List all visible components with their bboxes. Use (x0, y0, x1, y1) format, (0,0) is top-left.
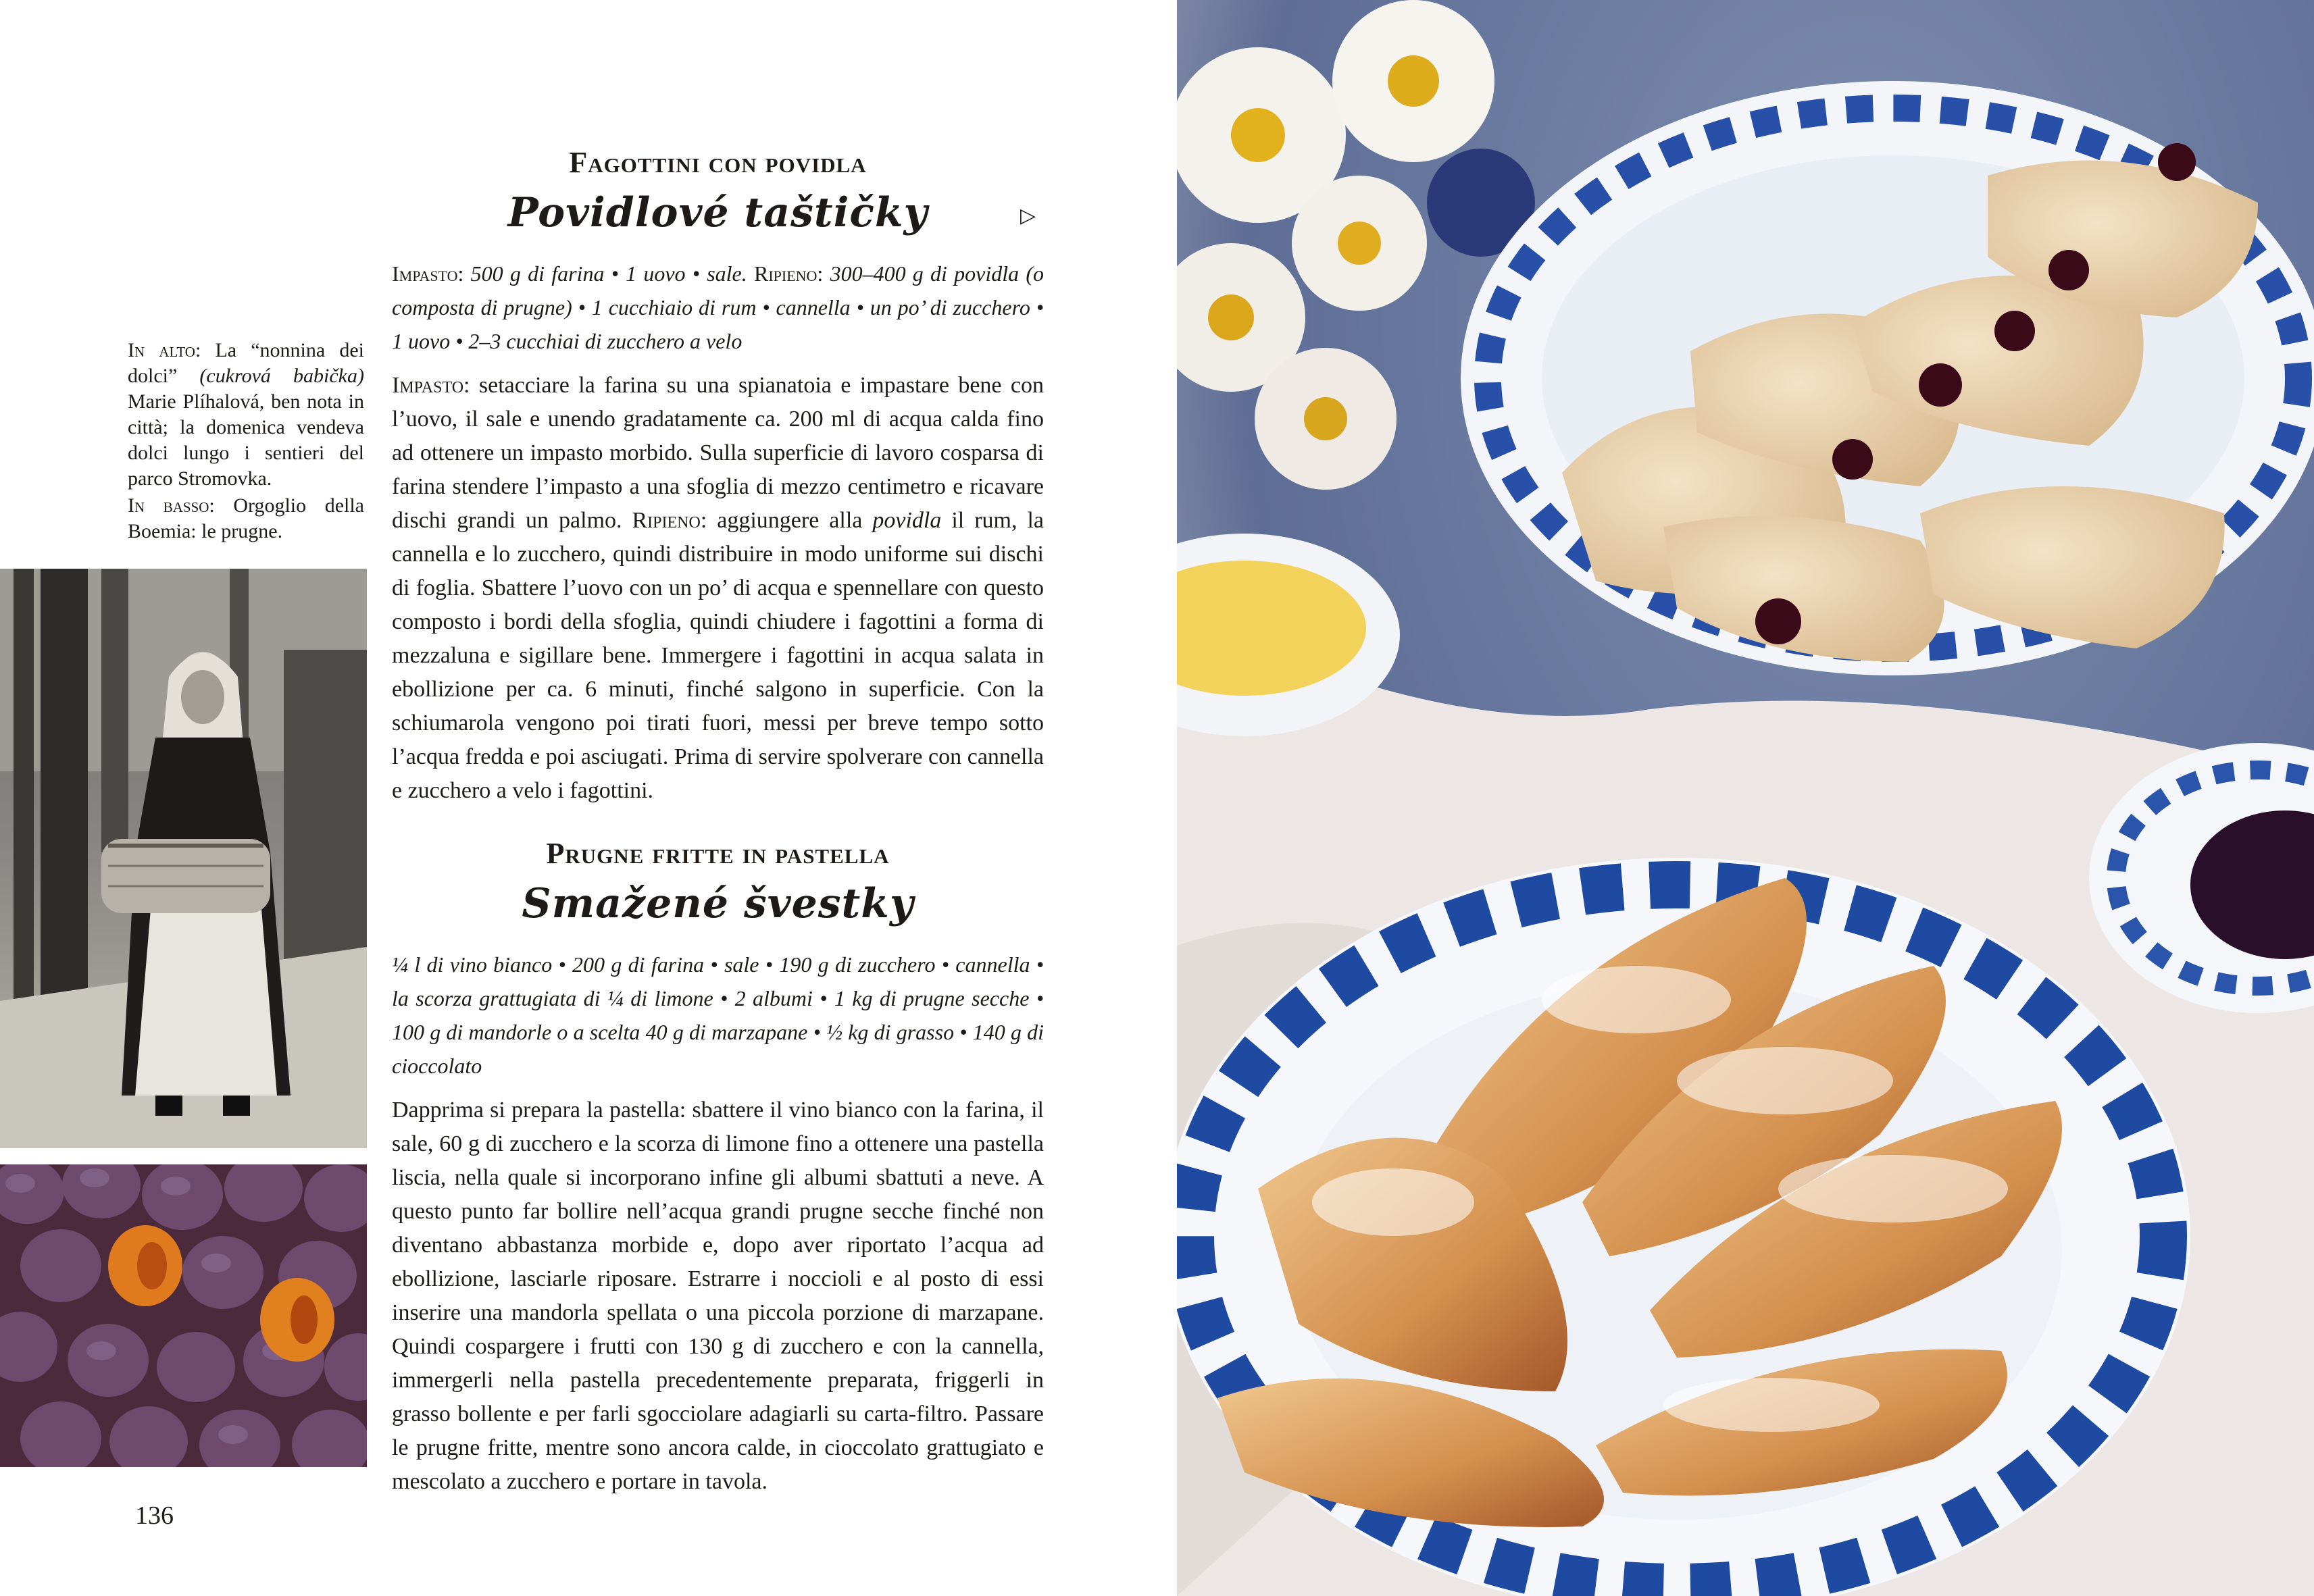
caption-bottom-text: Orgoglio della Boemia: le prugne. (128, 494, 365, 542)
food-photo (1177, 0, 2314, 1596)
instructions-label-ripieno: Ripieno: (632, 508, 707, 533)
grandmother-photo (0, 569, 367, 1148)
instructions-ripieno-b: il rum, la cannella e lo zucchero, quindi distribuire in modo uniforme sui dischi di foglia. Sbattere l’uovo con un po’ di acqua e spennellare con questo composto i bordi della sfoglia, quindi chiudere i fagottini a forma di mezzaluna e sigillare bene. Immergere i fagottini in acqua salata in ebollizione per ca. 6 minuti, finché salgono in superficie. Con la schiumarola vengono poi tirati fuori, messi per breve tempo sotto l’acqua fredda e poi asciugati. Prima di servire spolverare con cannella e zucchero a velo i fagottini. (392, 508, 1044, 803)
plums-photo (0, 1164, 367, 1467)
recipe-1-title: Fagottini con povidla (569, 146, 867, 179)
recipe-2-instructions: Dapprima si prepara la pastella: sbattere il vino bianco con la farina, il sale, 60 g di zucchero e la scorza di limone fino a ottenere una pastella liscia, nella quale si incorporano infine gli albumi sbattuti a neve. A questo punto far bollire nell’acqua grandi prugne secche finché non diventano abbastanza morbide e, dopo aver riportato l’acqua ad ebollizione, lasciarle riposare. Estrarre i noccioli e al posto di essi inserire una mandorla spellata o una piccola porzione di marzapane. Quindi cospargere i frutti con 130 g di zucchero e con la cannella, immergerli nella pastella precedentemente preparata, friggerli in grasso bollente e per farli sgocciolare adagiarli su carta-filtro. Passare le prugne fritte, mentre sono ancora calde, in cioccolato grattugiato e mescolato a zucchero e portare in tavola. (392, 1098, 1044, 1494)
recipe-1-subtitle: Povidlové taštičky (507, 189, 928, 236)
recipe-fagottini (392, 145, 1044, 808)
ingredients-ripieno: 300–400 g di povidla (o composta di prugne) • 1 cucchiaio di rum • cannella • un po’ di zucchero • 1 uovo • 2–3 cucchiai di zucchero a velo (392, 261, 1045, 353)
ingredients-label-ripieno: Ripieno: (753, 261, 824, 286)
recipe-2-subtitle: Smažené švestky (522, 880, 914, 927)
instructions-povidla: povidla (872, 508, 942, 533)
caption-top (128, 338, 364, 492)
recipe-prugne-fritte (392, 836, 1044, 1499)
ingredients-label-impasto: Impasto: (392, 261, 464, 286)
recipe-1-ingredients (392, 257, 1044, 358)
instructions-impasto: setacciare la farina su una spianatoia e impastare bene con l’uovo, il sale e unendo gradatamente ca. 200 ml di acqua calda fino ad ottenere un impasto morbido. Sulla superficie di lavoro cosparsa di farina stendere l’impasto a una sfoglia di mezzo centimetro e ricavare dischi grandi un palmo. (392, 373, 1045, 533)
caption-bottom (128, 493, 364, 544)
recipe-2-title: Prugne fritte in pastella (546, 837, 890, 870)
page-number: 136 (135, 1501, 174, 1530)
caption-top-italic: (cukrová babička) (199, 365, 364, 387)
instructions-label-impasto: Impasto: (392, 373, 470, 398)
caption-bottom-label: In basso: (128, 494, 215, 517)
recipe-1-instructions (392, 369, 1044, 808)
next-page-arrow-icon: ▷ (1020, 205, 1036, 227)
caption-top-text-2: Marie Plíhalová, ben nota in città; la domenica vendeva dolci lungo i sentieri del parco Stromovka. (128, 390, 364, 490)
caption-top-text: La “nonnina dei dolci” (128, 339, 364, 387)
recipe-2-ingredients: ¼ l di vino bianco • 200 g di farina • sale • 190 g di zucchero • cannella • la scorza grattugiata di ¼ di limone • 2 albumi • 1 kg di prugne secche • 100 g di mandorle o a scelta 40 g di marzapane • ½ kg di grasso • 140 g di cioccolato (392, 952, 1044, 1078)
ingredients-impasto: 500 g di farina • 1 uovo • sale. (470, 261, 747, 286)
caption-top-label: In alto: (128, 339, 201, 361)
instructions-ripieno-a: aggiungere alla (717, 508, 863, 533)
